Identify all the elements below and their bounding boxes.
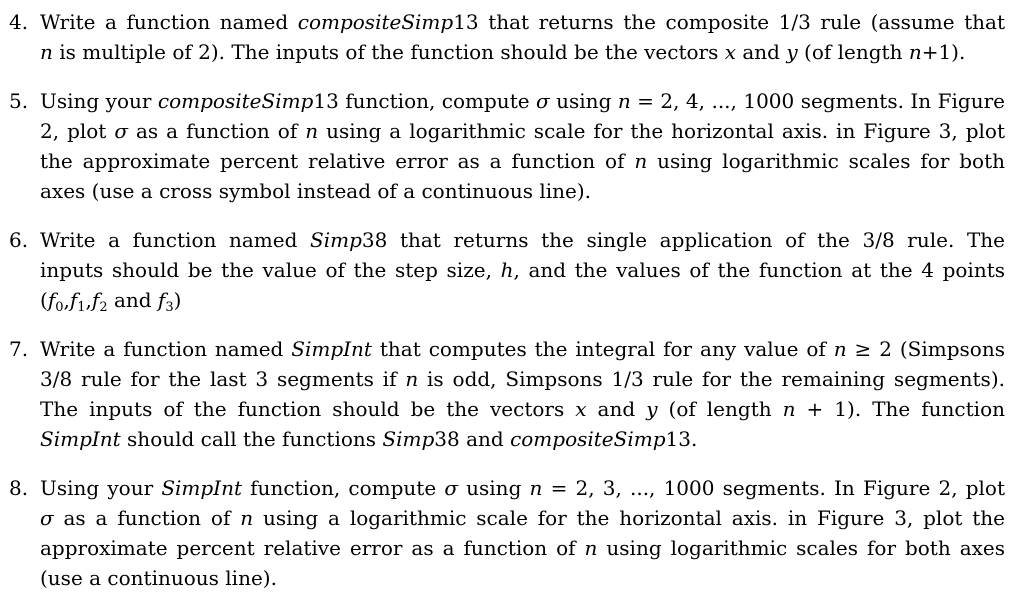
- math-run: h: [500, 258, 514, 282]
- math-run: f: [47, 288, 56, 312]
- text-run: using: [457, 476, 530, 500]
- item-line: [40, 116, 1005, 146]
- item-number: 4.: [9, 10, 29, 34]
- text-run: is odd, Simpsons 1/3 rule for the remaining segments).: [418, 367, 1005, 391]
- text-run: using: [549, 89, 618, 113]
- item-line: [40, 146, 1005, 176]
- math-run: y: [646, 397, 658, 421]
- text-run: using a logarithmic scale for the horizontal axis. in Figure 3, plot: [318, 119, 1006, 143]
- text-run: (of length: [797, 40, 909, 64]
- math-run: n: [405, 367, 419, 391]
- math-run: SimpInt: [40, 427, 121, 451]
- item-line: [40, 364, 1005, 394]
- text-run: , and the values of the function at the 4 points: [513, 258, 1006, 282]
- math-run: Simp: [310, 228, 362, 252]
- text-run: axes (use a cross symbol instead of a continuous line).: [40, 179, 592, 203]
- math-run: n: [908, 40, 922, 64]
- math-run: σ: [40, 506, 54, 530]
- text-run: = 2, 4, ..., 1000 segments. In Figure: [630, 89, 1005, 113]
- item-line: [40, 563, 277, 593]
- item-number: 6.: [9, 228, 29, 252]
- item-line: [40, 176, 591, 206]
- item-line: [40, 503, 1005, 533]
- math-run: n: [634, 149, 648, 173]
- text-run: (use a continuous line).: [40, 566, 277, 590]
- text-run: 38 and: [434, 427, 511, 451]
- item-line: [40, 533, 1005, 563]
- text-run: 2, plot: [40, 119, 115, 143]
- text-run: using logarithmic scales for both axes: [597, 536, 1005, 560]
- text-run: using a logarithmic scale for the horizontal axis. in Figure 3, plot the: [253, 506, 1006, 530]
- text-run: and: [107, 288, 158, 312]
- text-run: ≥ 2 (Simpsons: [846, 337, 1005, 361]
- item-line: [40, 334, 1005, 364]
- text-run: (: [40, 288, 48, 312]
- math-run: n: [529, 476, 543, 500]
- item-line: [40, 7, 1005, 37]
- text-run: 13 function, compute: [313, 89, 537, 113]
- math-run: n: [584, 536, 598, 560]
- item-line: [40, 394, 1005, 424]
- item-line: [40, 255, 1005, 285]
- math-run: SimpInt: [161, 476, 242, 500]
- math-run: f: [91, 288, 100, 312]
- subscript: 2: [99, 300, 108, 315]
- math-run: n: [617, 89, 631, 113]
- text-run: should call the functions: [120, 427, 383, 451]
- math-run: n: [40, 40, 53, 64]
- subscript: 1: [77, 300, 86, 315]
- item-number: 8.: [9, 476, 29, 500]
- text-run: = 2, 3, ..., 1000 segments. In Figure 2, plot: [542, 476, 1005, 500]
- text-run: ): [173, 288, 182, 312]
- math-run: f: [157, 288, 166, 312]
- text-run: The inputs of the function should be the vectors: [40, 397, 576, 421]
- text-run: Using your: [40, 476, 162, 500]
- subscript: 0: [55, 300, 64, 315]
- math-run: compositeSimp: [510, 427, 666, 451]
- text-run: +1).: [921, 40, 966, 64]
- text-run: + 1). The function: [795, 397, 1005, 421]
- math-run: n: [305, 119, 319, 143]
- text-run: 38 that returns the single application of the 3/8 rule. The: [361, 228, 1005, 252]
- math-run: x: [575, 397, 587, 421]
- math-run: SimpInt: [291, 337, 372, 361]
- item-number: 7.: [9, 337, 29, 361]
- text-run: approximate percent relative error as a function of: [40, 536, 585, 560]
- math-run: compositeSimp: [157, 89, 314, 113]
- item-line: [40, 37, 1005, 67]
- text-run: Write a function named: [40, 337, 292, 361]
- text-run: ,: [85, 288, 92, 312]
- text-run: Write a function named: [40, 10, 298, 34]
- text-run: is multiple of 2). The inputs of the function should be the vectors: [52, 40, 725, 64]
- text-run: and: [586, 397, 647, 421]
- text-run: (of length: [657, 397, 783, 421]
- math-run: n: [782, 397, 796, 421]
- math-run: σ: [536, 89, 550, 113]
- math-run: n: [833, 337, 847, 361]
- math-run: σ: [114, 119, 128, 143]
- item-line: [40, 285, 181, 315]
- math-run: σ: [444, 476, 458, 500]
- text-run: Using your: [40, 89, 158, 113]
- text-run: function, compute: [242, 476, 445, 500]
- subscript: 3: [165, 300, 174, 315]
- math-run: y: [786, 40, 798, 64]
- item-line: [40, 86, 1005, 116]
- text-run: and: [736, 40, 787, 64]
- item-line: [40, 225, 1005, 255]
- text-run: the approximate percent relative error as a function of: [40, 149, 635, 173]
- text-run: that computes the integral for any value of: [371, 337, 834, 361]
- text-run: 3/8 rule for the last 3 segments if: [40, 367, 406, 391]
- text-run: using logarithmic scales for both: [647, 149, 1006, 173]
- text-run: 13 that returns the composite 1/3 rule (assume that: [453, 10, 1005, 34]
- text-run: 13.: [665, 427, 698, 451]
- text-run: as a function of: [53, 506, 241, 530]
- item-line: [40, 424, 697, 454]
- text-run: as a function of: [128, 119, 306, 143]
- item-number: 5.: [9, 89, 29, 113]
- math-run: Simp: [382, 427, 435, 451]
- math-run: x: [724, 40, 737, 64]
- math-run: f: [69, 288, 78, 312]
- text-run: ,: [63, 288, 70, 312]
- item-line: [40, 473, 1005, 503]
- math-run: compositeSimp: [297, 10, 454, 34]
- math-run: n: [240, 506, 254, 530]
- text-run: Write a function named: [40, 228, 311, 252]
- text-run: inputs should be the value of the step size,: [40, 258, 501, 282]
